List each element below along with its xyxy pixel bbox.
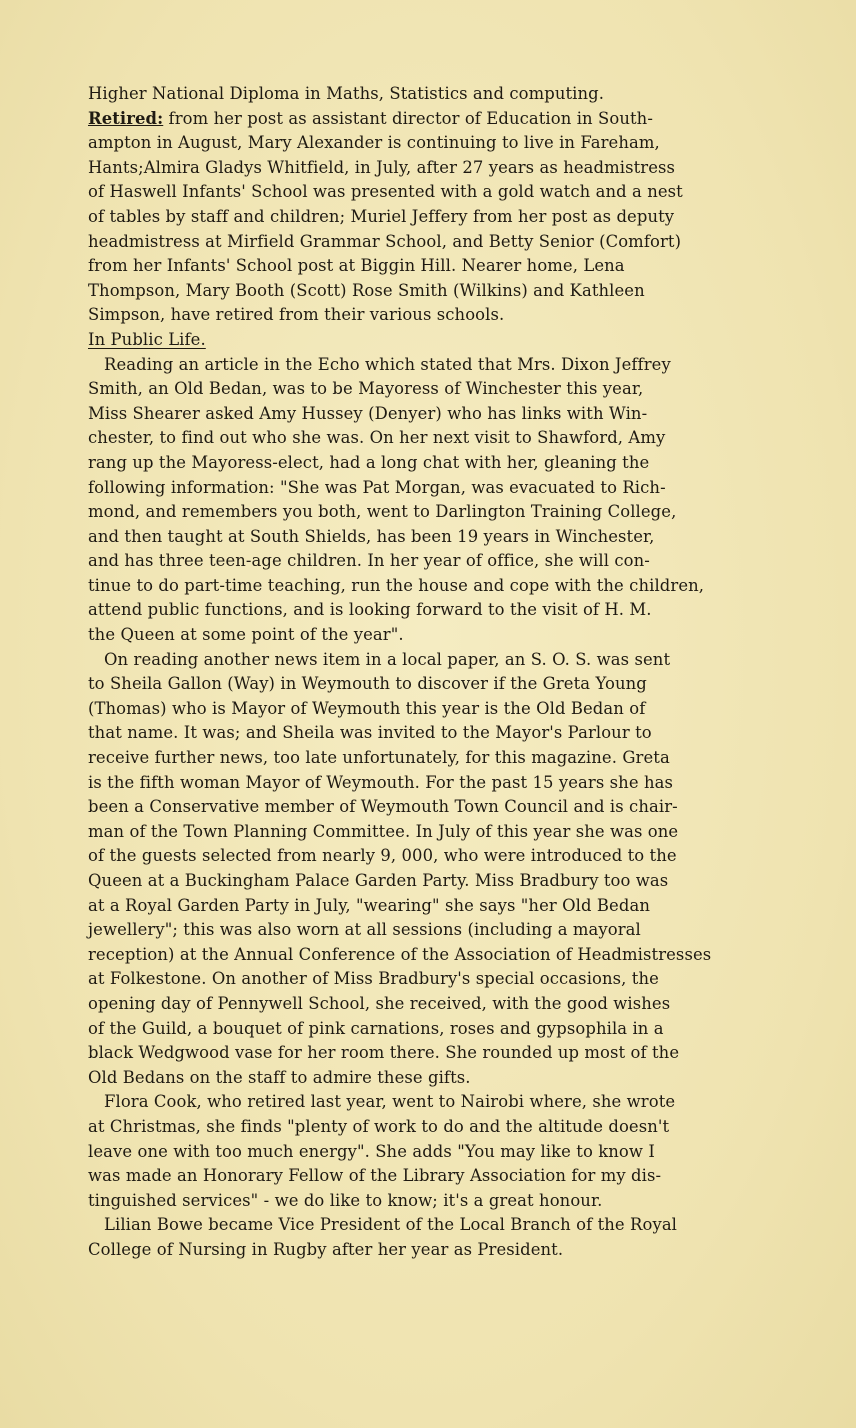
text-line: to Sheila Gallon (Way) in Weymouth to discover if the Greta Young <box>88 674 647 694</box>
text-line: the Queen at some point of the year". <box>88 625 404 645</box>
text-line: is the fifth woman Mayor of Weymouth. For the past 15 years she has <box>88 772 673 792</box>
text-line: at a Royal Garden Party in July, "wearing" she says "her Old Bedan <box>88 895 650 915</box>
text-line: leave one with too much energy". She adds "You may like to know I <box>88 1141 655 1161</box>
text-line: of the guests selected from nearly 9, 000, who were introduced to the <box>88 846 677 866</box>
text-line: of Haswell Infants' School was presented with a gold watch and a nest <box>88 182 683 202</box>
text-line: that name. It was; and Sheila was invited to the Mayor's Parlour to <box>88 723 652 743</box>
text-line: ampton in August, Mary Alexander is continuing to live in Fareham, <box>88 133 660 153</box>
text-line: Thompson, Mary Booth (Scott) Rose Smith (Wilkins) and Kathleen <box>88 280 645 300</box>
retired-first-line-text: from her post as assistant director of Education in South- <box>163 108 653 128</box>
text-line: of the Guild, a bouquet of pink carnations, roses and gypsophila in a <box>88 1018 664 1038</box>
text-line: opening day of Pennywell School, she received, with the good wishes <box>88 993 671 1013</box>
text-line: tinue to do part-time teaching, run the house and cope with the children, <box>88 575 705 595</box>
text-line: from her Infants' School post at Biggin Hill. Nearer home, Lena <box>88 256 625 276</box>
retired-first-line <box>88 107 788 132</box>
text-line: been a Conservative member of Weymouth Town Council and is chair- <box>88 797 678 817</box>
text-line: tinguished services" - we do like to know; it's a great honour. <box>88 1190 603 1210</box>
text-line: reception) at the Annual Conference of the Association of Headmistresses <box>88 944 712 964</box>
intro-line: Higher National Diploma in Maths, Statistics and computing. <box>88 84 605 103</box>
text-line: College of Nursing in Rugby after her year as President. <box>88 1239 564 1259</box>
text-line: Reading an article in the Echo which stated that Mrs. Dixon Jeffrey <box>104 354 671 374</box>
text-line: at Christmas, she finds "plenty of work to do and the altitude doesn't <box>88 1116 670 1136</box>
text-line: Queen at a Buckingham Palace Garden Party. Miss Bradbury too was <box>88 871 669 890</box>
document-body <box>88 82 788 1263</box>
text-line: following information: "She was Pat Morgan, was evacuated to Rich- <box>88 477 666 497</box>
text-line: Flora Cook, who retired last year, went to Nairobi where, she wrote <box>104 1092 676 1112</box>
text-line: of tables by staff and children; Muriel Jeffery from her post as deputy <box>88 206 675 226</box>
text-line: at Folkestone. On another of Miss Bradbury's special occasions, the <box>88 969 659 989</box>
section-heading-public-life: In Public Life. <box>88 329 206 349</box>
text-line: Old Bedans on the staff to admire these gifts. <box>88 1067 471 1087</box>
text-line: receive further news, too late unfortunately, for this magazine. Greta <box>88 748 670 768</box>
text-line: (Thomas) who is Mayor of Weymouth this year is the Old Bedan of <box>88 698 646 718</box>
text-line: was made an Honorary Fellow of the Library Association for my dis- <box>88 1166 662 1186</box>
text-line: attend public functions, and is looking forward to the visit of H. M. <box>88 600 652 620</box>
text-line: mond, and remembers you both, went to Darlington Training College, <box>88 502 677 522</box>
text-line: rang up the Mayoress-elect, had a long chat with her, gleaning the <box>88 452 650 472</box>
text-line: black Wedgwood vase for her room there. She rounded up most of the <box>88 1043 680 1063</box>
text-line: Smith, an Old Bedan, was to be Mayoress of Winchester this year, <box>88 379 644 399</box>
text-line: Hants;Almira Gladys Whitfield, in July, after 27 years as headmistress <box>88 157 676 177</box>
text-line: and has three teen-age children. In her year of office, she will con- <box>88 551 650 571</box>
text-line: jewellery"; this was also worn at all sessions (including a mayoral <box>88 920 641 940</box>
text-line: Lilian Bowe became Vice President of the Local Branch of the Royal <box>104 1215 678 1235</box>
text-line: On reading another news item in a local paper, an S. O. S. was sent <box>104 649 671 669</box>
retired-label: Retired: <box>88 108 164 128</box>
text-line: and then taught at South Shields, has been 19 years in Winchester, <box>88 526 655 546</box>
text-line: Miss Shearer asked Amy Hussey (Denyer) who has links with Win- <box>88 403 648 423</box>
text-line: man of the Town Planning Committee. In July of this year she was one <box>88 821 679 841</box>
text-line: Simpson, have retired from their various schools. <box>88 305 505 325</box>
text-line: chester, to find out who she was. On her next visit to Shawford, Amy <box>88 428 666 448</box>
text-line: headmistress at Mirfield Grammar School, and Betty Senior (Comfort) <box>88 231 682 251</box>
